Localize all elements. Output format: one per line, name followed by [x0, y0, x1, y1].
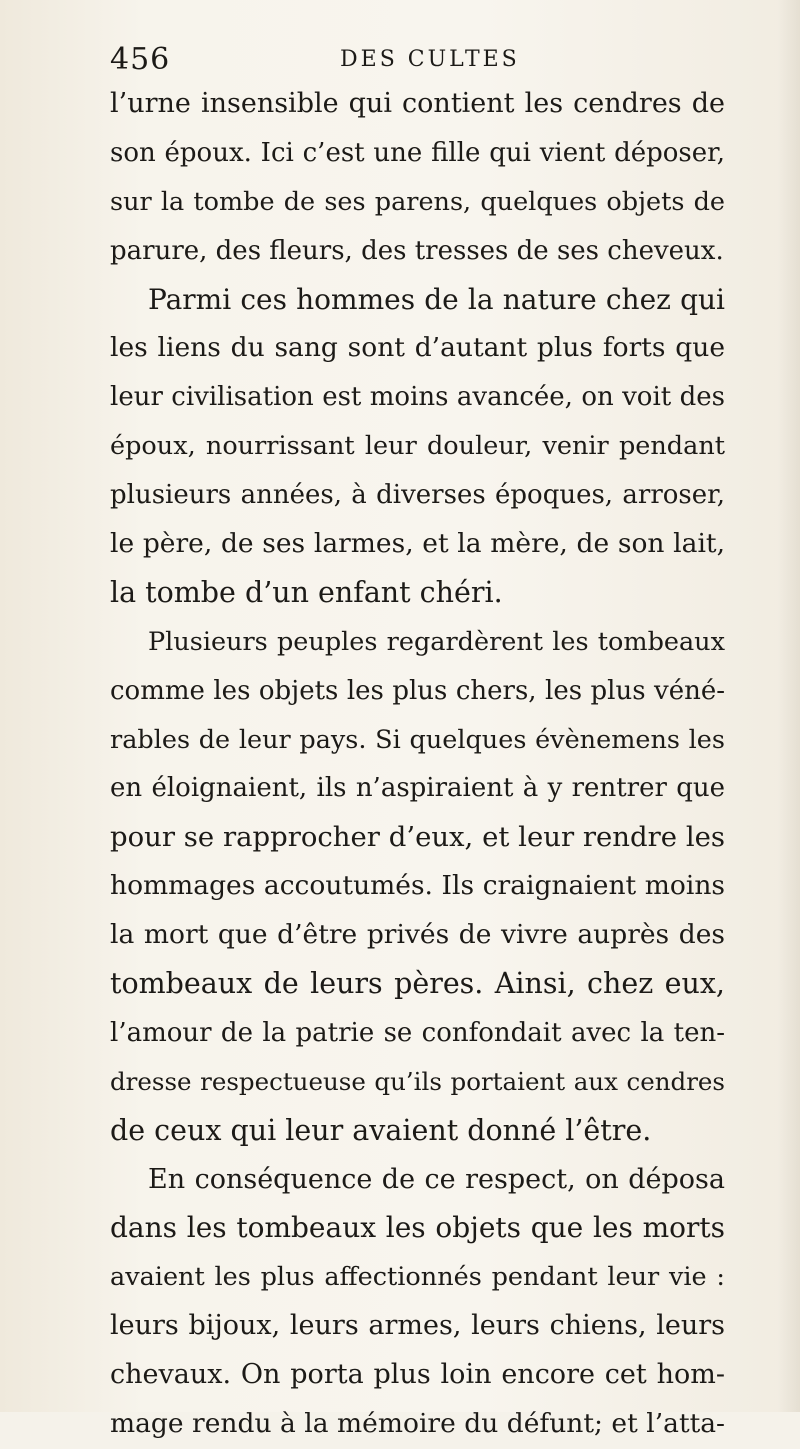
text-line: son époux. Ici c’est une fille qui vient déposer,	[110, 137, 725, 168]
text-line: tombeaux de leurs pères. Ainsi, chez eux,	[110, 967, 725, 1001]
text-line: plusieurs années, à diverses époques, arroser,	[110, 480, 725, 511]
text-line: l’urne insensible qui contient les cendres de	[110, 88, 725, 119]
body-text	[110, 80, 725, 1449]
text-line: l’amour de la patrie se confondait avec la ten-	[110, 1017, 725, 1048]
text-line: En conséquence de ce respect, on déposa	[148, 1163, 725, 1195]
page-number: 456	[110, 42, 171, 77]
text-line: pour se rapprocher d’eux, et leur rendre les	[110, 821, 725, 854]
page-header	[110, 40, 710, 80]
text-line: sur la tombe de ses parens, quelques objets de	[110, 186, 725, 217]
text-line: en éloignaient, ils n’aspiraient à y rentrer que	[110, 773, 725, 804]
text-line: hommages accoutumés. Ils craignaient moins	[110, 870, 725, 902]
text-line: Plusieurs peuples regardèrent les tombeaux	[148, 626, 725, 657]
text-line: leurs bijoux, leurs armes, leurs chiens, leurs	[110, 1310, 725, 1342]
text-line: la tombe d’un enfant chéri.	[110, 575, 503, 609]
text-line: mage rendu à la mémoire du défunt; et l’atta-	[110, 1408, 725, 1440]
text-line: comme les objets les plus chers, les plus véné-	[110, 675, 725, 706]
running-head: DES CULTES	[340, 47, 520, 72]
text-line: dans les tombeaux les objets que les morts	[110, 1211, 725, 1245]
text-line: dresse respectueuse qu’ils portaient aux cendres	[110, 1066, 725, 1096]
text-line: la mort que d’être privés de vivre auprès des	[110, 919, 725, 951]
text-line: de ceux qui leur avaient donné l’être.	[110, 1113, 652, 1147]
text-line: le père, de ses larmes, et la mère, de son lait,	[110, 528, 725, 560]
text-line: parure, des fleurs, des tresses de ses cheveux.	[110, 235, 724, 266]
text-line: avaient les plus affectionnés pendant leur vie :	[110, 1262, 725, 1293]
page-edge-shadow	[778, 0, 800, 1412]
text-line: Parmi ces hommes de la nature chez qui	[148, 282, 725, 316]
text-line: rables de leur pays. Si quelques évènemens les	[110, 724, 725, 755]
text-line: les liens du sang sont d’autant plus forts que	[110, 332, 725, 364]
text-line: chevaux. On porta plus loin encore cet hom-	[110, 1359, 725, 1391]
text-line: leur civilisation est moins avancée, on voit des	[110, 382, 725, 413]
text-line: époux, nourrissant leur douleur, venir pendant	[110, 431, 725, 462]
